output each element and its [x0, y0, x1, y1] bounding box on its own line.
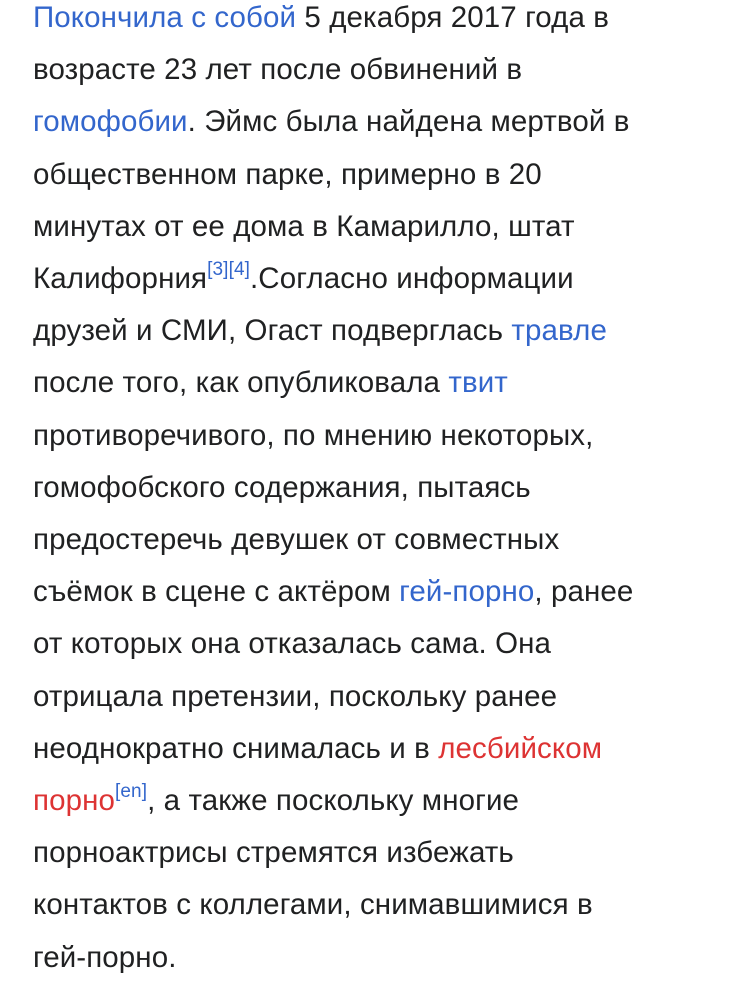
text-line: [33, 462, 723, 514]
text-line: [33, 96, 723, 148]
suicide-link[interactable]: Покончила с собой: [33, 1, 297, 34]
text-line: [33, 827, 723, 879]
gay-porn-link[interactable]: гей-порно: [399, 575, 535, 609]
text-line: [33, 149, 723, 201]
text-line: [33, 618, 723, 670]
text-span: , ранее: [534, 575, 634, 609]
text-span: Калифорния: [33, 262, 208, 296]
text-span: отрицала претензии, поскольку ранее: [33, 679, 558, 713]
text-span: . Эймс была найдена мертвой в: [187, 105, 630, 139]
text-span: , а также поскольку многие: [147, 784, 520, 818]
text-line: [33, 305, 723, 357]
text-span: предостеречь девушек от совместных: [33, 523, 560, 557]
text-line: [33, 253, 723, 305]
text-line: [33, 671, 723, 723]
article-paragraph: [33, 0, 723, 984]
citation-3: [207, 259, 228, 280]
text-span: общественном парке, примерно в 20: [33, 157, 542, 191]
text-span: минутах от ее дома в Камарилло, штат: [33, 209, 575, 243]
text-span: друзей и СМИ, Огаст подверглась: [33, 314, 512, 348]
text-span: гей-порно.: [33, 940, 177, 974]
interlanguage-link-en[interactable]: [en]: [115, 781, 148, 803]
citation-link-4[interactable]: [4]: [228, 259, 250, 281]
interlanguage-ref: [115, 781, 147, 802]
text-span: гомофобского содержания, пытаясь: [33, 470, 531, 504]
text-line: [33, 44, 723, 96]
text-span: контактов с коллегами, снимавшимися в: [33, 888, 593, 922]
tweet-link[interactable]: твит: [448, 366, 508, 400]
lesbian-porn-redlink-cont[interactable]: порно: [33, 784, 115, 818]
text-line: [33, 514, 723, 566]
citation-4: [229, 259, 250, 280]
text-span: .Согласно информации: [250, 262, 574, 296]
citation-link-3[interactable]: [3]: [207, 259, 229, 281]
text-line: [33, 201, 723, 253]
text-line: [33, 775, 723, 827]
text-span: съёмок в сцене с актёром: [33, 575, 400, 609]
text-line: [33, 566, 723, 618]
homophobia-link[interactable]: гомофобии: [33, 105, 188, 139]
text-line: [33, 932, 723, 984]
text-span: возрасте 23 лет после обвинений в: [33, 53, 523, 87]
text-span: 5 декабря 2017 года в: [296, 1, 610, 34]
text-line: [33, 879, 723, 931]
text-line: [33, 410, 723, 462]
text-span: от которых она отказалась сама. Она: [33, 627, 552, 661]
text-span: порноактрисы стремятся избежать: [33, 836, 514, 870]
text-line: [33, 723, 723, 775]
lesbian-porn-redlink[interactable]: лесбийском: [438, 731, 603, 765]
text-line: [33, 0, 723, 44]
text-span: после того, как опубликовала: [33, 366, 449, 400]
text-span: противоречивого, по мнению некоторых,: [33, 418, 594, 452]
text-span: неоднократно снималась и в: [33, 731, 439, 765]
text-line: [33, 357, 723, 409]
harassment-link[interactable]: травле: [511, 314, 607, 348]
